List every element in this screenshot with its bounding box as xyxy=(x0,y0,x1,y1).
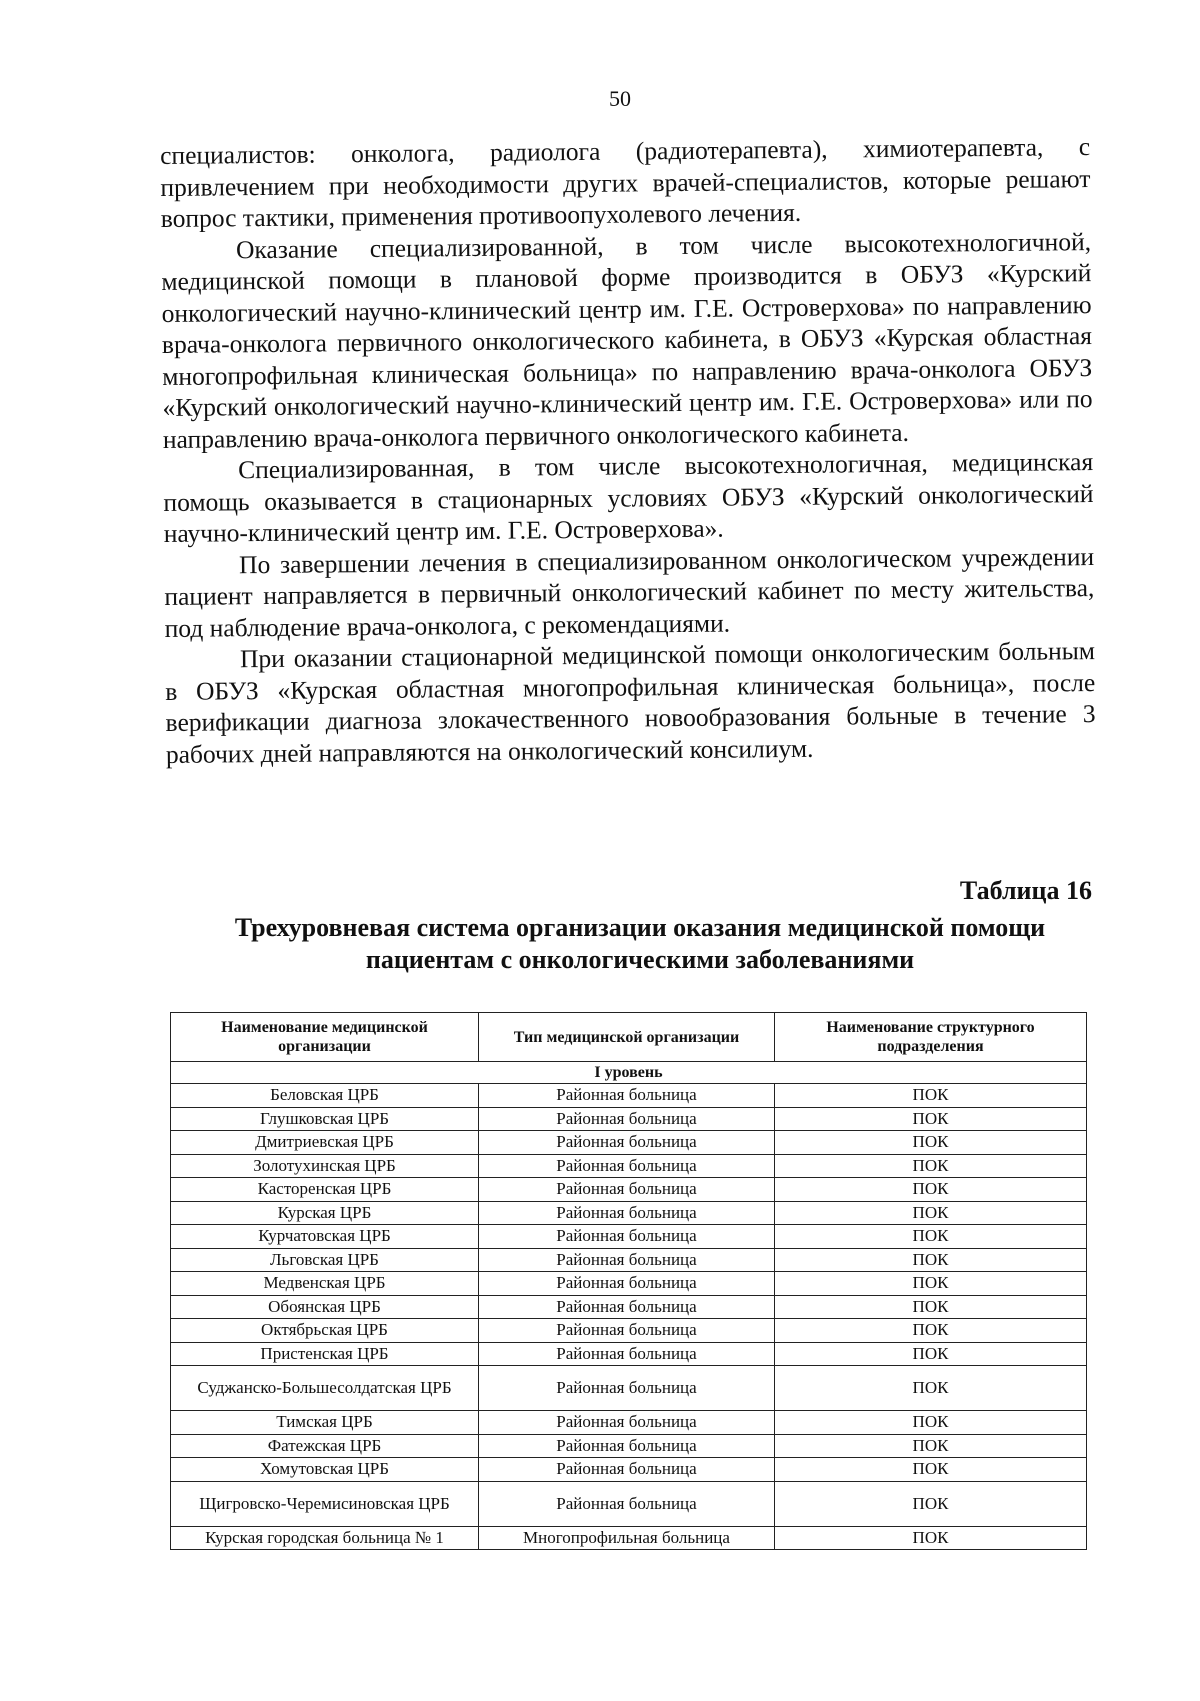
structural-unit: ПОК xyxy=(775,1131,1087,1155)
table-row xyxy=(171,1248,1087,1272)
organization-name: Фатежская ЦРБ xyxy=(171,1434,479,1458)
structural-unit: ПОК xyxy=(775,1084,1087,1108)
structural-unit: ПОК xyxy=(775,1366,1087,1411)
table-row xyxy=(171,1366,1087,1411)
organization-name: Октябрьская ЦРБ xyxy=(171,1319,479,1343)
organization-type: Районная больница xyxy=(479,1154,775,1178)
organization-type: Районная больница xyxy=(479,1084,775,1108)
organization-name: Пристенская ЦРБ xyxy=(171,1342,479,1366)
table-label: Таблица 16 xyxy=(959,876,1092,905)
organization-name: Щигровско-Черемисиновская ЦРБ xyxy=(171,1481,479,1526)
organization-type: Районная больница xyxy=(479,1319,775,1343)
paragraph-4: По завершении лечения в специализированном онкологическом учреждении пациент направляется в первичный онкологический кабинет по месту жительства, под наблюдение врача-онколога, с рекомендациями. xyxy=(164,541,1095,643)
table-title: Трехуровневая система организации оказания медицинской помощи пациентам с онкологическими заболеваниями xyxy=(234,913,1046,974)
table-row xyxy=(171,1434,1087,1458)
organization-name: Тимская ЦРБ xyxy=(171,1411,479,1435)
structural-unit: ПОК xyxy=(775,1458,1087,1482)
organization-type: Многопрофильная больница xyxy=(479,1526,775,1550)
table-row xyxy=(171,1295,1087,1319)
structural-unit: ПОК xyxy=(775,1178,1087,1202)
organization-type: Районная больница xyxy=(479,1434,775,1458)
table-container xyxy=(170,1012,1086,1550)
organization-type: Районная больница xyxy=(479,1131,775,1155)
organization-name: Дмитриевская ЦРБ xyxy=(171,1131,479,1155)
organization-name: Медвенская ЦРБ xyxy=(171,1272,479,1296)
structural-unit: ПОК xyxy=(775,1319,1087,1343)
organization-type: Районная больница xyxy=(479,1225,775,1249)
organization-type: Районная больница xyxy=(479,1366,775,1411)
table-row xyxy=(171,1107,1087,1131)
organization-name: Обоянская ЦРБ xyxy=(171,1295,479,1319)
organization-name: Суджанско-Большесолдатская ЦРБ xyxy=(171,1366,479,1411)
organization-name: Касторенская ЦРБ xyxy=(171,1178,479,1202)
table-row xyxy=(171,1526,1087,1550)
header-organization-name: Наименование медицинской организации xyxy=(171,1013,479,1062)
header-organization-type: Тип медицинской организации xyxy=(479,1013,775,1062)
paragraph-1: специалистов: онколога, радиолога (радиотерапевта), химиотерапевта, с привлечением при необходимости других врачей-специалистов, которые решают вопрос тактики, применения противоопухолевого лечения. xyxy=(160,132,1091,233)
table-row xyxy=(171,1084,1087,1108)
paragraph-3: Специализированная, в том числе высокотехнологичная, медицинская помощь оказывается в стационарных условиях ОБУЗ «Курский онкологический научно-клинический центр им. Г.Е. Островерхова». xyxy=(163,447,1094,548)
level-row xyxy=(171,1062,1087,1084)
page-number: 50 xyxy=(609,86,631,111)
structural-unit: ПОК xyxy=(775,1434,1087,1458)
structural-unit: ПОК xyxy=(775,1248,1087,1272)
organization-name: Глушковская ЦРБ xyxy=(171,1107,479,1131)
organization-name: Беловская ЦРБ xyxy=(171,1084,479,1108)
organizations-table xyxy=(170,1012,1087,1550)
level-label: I уровень xyxy=(171,1062,1087,1084)
structural-unit: ПОК xyxy=(775,1154,1087,1178)
organization-name: Льговская ЦРБ xyxy=(171,1248,479,1272)
organization-name: Курская ЦРБ xyxy=(171,1201,479,1225)
structural-unit: ПОК xyxy=(775,1225,1087,1249)
structural-unit: ПОК xyxy=(775,1481,1087,1526)
organization-type: Районная больница xyxy=(479,1178,775,1202)
table-row xyxy=(171,1178,1087,1202)
structural-unit: ПОК xyxy=(775,1201,1087,1225)
table-row xyxy=(171,1319,1087,1343)
structural-unit: ПОК xyxy=(775,1107,1087,1131)
organization-type: Районная больница xyxy=(479,1248,775,1272)
organization-type: Районная больница xyxy=(479,1458,775,1482)
organization-type: Районная больница xyxy=(479,1411,775,1435)
table-row xyxy=(171,1411,1087,1435)
table-row xyxy=(171,1481,1087,1526)
paragraph-2: Оказание специализированной, в том числе высокотехнологичной, медицинской помощи в плановой форме производится в ОБУЗ «Курский онкологический научно-клинический центр им. Г.Е. Островерхова» по направлению врача-онколога первичного онкологического кабинета, в ОБУЗ «Курская областная многопрофильная клиническая больница» по направлению врача-онколога ОБУЗ «Курский онкологический научно-клинический центр им. Г.Е. Островерхова» или по направлению врача-онколога первичного онкологического кабинета. xyxy=(161,226,1093,454)
table-row xyxy=(171,1201,1087,1225)
organization-type: Районная больница xyxy=(479,1107,775,1131)
organization-type: Районная больница xyxy=(479,1481,775,1526)
structural-unit: ПОК xyxy=(775,1295,1087,1319)
table-row xyxy=(171,1225,1087,1249)
organization-type: Районная больница xyxy=(479,1295,775,1319)
table-row xyxy=(171,1154,1087,1178)
organization-name: Курчатовская ЦРБ xyxy=(171,1225,479,1249)
organization-name: Хомутовская ЦРБ xyxy=(171,1458,479,1482)
structural-unit: ПОК xyxy=(775,1411,1087,1435)
organization-type: Районная больница xyxy=(479,1201,775,1225)
structural-unit: ПОК xyxy=(775,1342,1087,1366)
table-row xyxy=(171,1272,1087,1296)
table-header-row xyxy=(171,1013,1087,1062)
table-row xyxy=(171,1131,1087,1155)
body-text xyxy=(160,131,1096,770)
table-row xyxy=(171,1342,1087,1366)
organization-type: Районная больница xyxy=(479,1342,775,1366)
organization-name: Золотухинская ЦРБ xyxy=(171,1154,479,1178)
structural-unit: ПОК xyxy=(775,1526,1087,1550)
paragraph-5: При оказании стационарной медицинской помощи онкологическим больным в ОБУЗ «Курская областная многопрофильная клиническая больница», после верификации диагноза злокачественного новообразования больные в течение 3 рабочих дней направляются на онкологический консилиум. xyxy=(165,636,1096,769)
organization-name: Курская городская больница № 1 xyxy=(171,1526,479,1550)
table-row xyxy=(171,1458,1087,1482)
organization-type: Районная больница xyxy=(479,1272,775,1296)
structural-unit: ПОК xyxy=(775,1272,1087,1296)
header-structural-unit: Наименование структурного подразделения xyxy=(775,1013,1087,1062)
